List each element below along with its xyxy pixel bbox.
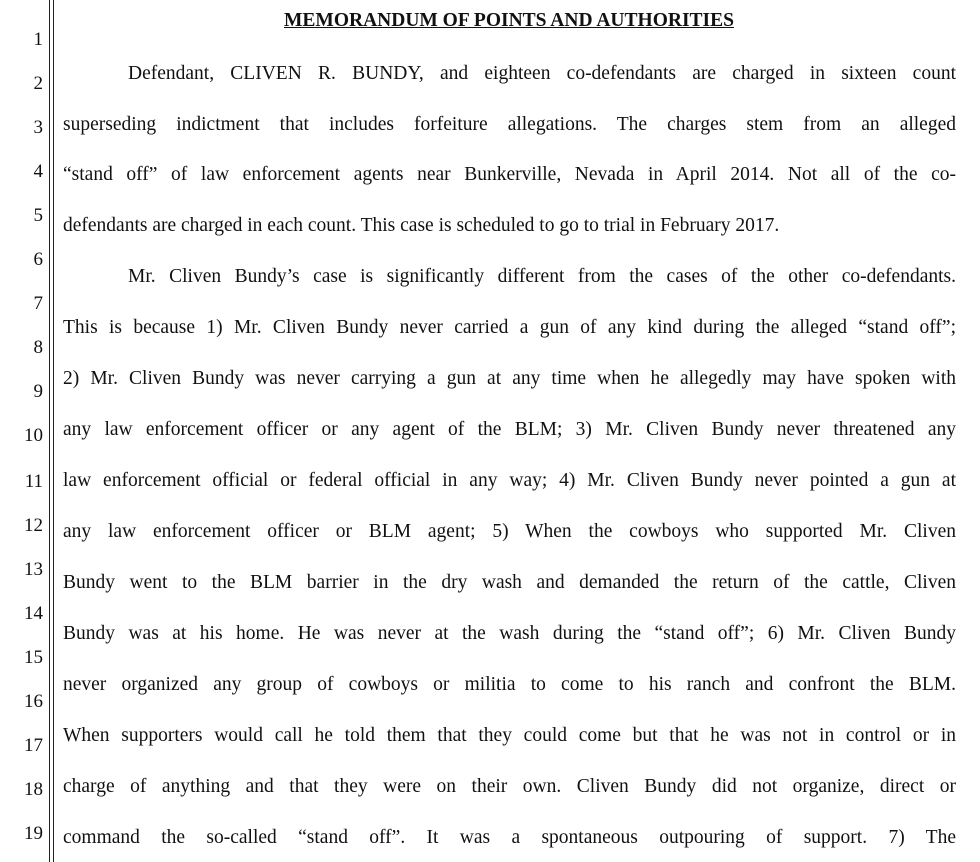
margin-rule-left [49, 0, 50, 862]
line-number: 12 [24, 515, 43, 536]
text-line: law enforcement official or federal official in any way; 4) Mr. Cliven Bundy never pointed a gun at [63, 470, 956, 491]
line-number: 6 [33, 249, 43, 270]
text-line: defendants are charged in each count. This case is scheduled to go to trial in February 2017. [63, 215, 780, 236]
line-number: 7 [33, 293, 43, 314]
line-number: 14 [24, 603, 43, 624]
line-number: 16 [24, 691, 43, 712]
text-line: Mr. Cliven Bundy’s case is significantly different from the cases of the other co-defendants. [128, 266, 956, 287]
line-number: 15 [24, 647, 43, 668]
text-line: Defendant, CLIVEN R. BUNDY, and eighteen co-defendants are charged in sixteen count [128, 63, 956, 84]
line-number: 2 [33, 73, 43, 94]
text-line: Bundy went to the BLM barrier in the dry wash and demanded the return of the cattle, Cliven [63, 572, 956, 593]
line-number: 18 [24, 779, 43, 800]
line-number: 3 [33, 117, 43, 138]
line-number: 13 [24, 559, 43, 580]
line-number: 11 [24, 471, 43, 492]
line-number: 8 [33, 337, 43, 358]
text-line: Bundy was at his home. He was never at the wash during the “stand off”; 6) Mr. Cliven Bundy [63, 623, 956, 644]
text-line: 2) Mr. Cliven Bundy was never carrying a gun at any time when he allegedly may have spoken with [63, 368, 956, 389]
text-line: any law enforcement officer or any agent of the BLM; 3) Mr. Cliven Bundy never threatened any [63, 419, 956, 440]
line-number: 17 [24, 735, 43, 756]
line-number: 5 [33, 205, 43, 226]
line-number: 19 [24, 823, 43, 844]
text-line: charge of anything and that they were on their own. Cliven Bundy did not organize, direct or [63, 776, 956, 797]
margin-rule-right [53, 0, 54, 862]
line-number: 4 [33, 161, 43, 182]
line-number: 10 [24, 425, 43, 446]
text-line: never organized any group of cowboys or militia to come to his ranch and confront the BLM. [63, 674, 956, 695]
document-title: MEMORANDUM OF POINTS AND AUTHORITIES [284, 10, 734, 31]
text-line: any law enforcement officer or BLM agent; 5) When the cowboys who supported Mr. Cliven [63, 521, 956, 542]
text-line: command the so-called “stand off”. It was a spontaneous outpouring of support. 7) The [63, 827, 956, 848]
line-number: 9 [33, 381, 43, 402]
text-line: This is because 1) Mr. Cliven Bundy never carried a gun of any kind during the alleged “stand off”; [63, 317, 956, 338]
text-line: When supporters would call he told them that they could come but that he was not in control or in [63, 725, 956, 746]
line-number-column [0, 0, 48, 862]
line-number: 1 [33, 29, 43, 50]
text-line: “stand off” of law enforcement agents near Bunkerville, Nevada in April 2014. Not all of the co- [63, 164, 956, 185]
text-line: superseding indictment that includes forfeiture allegations. The charges stem from an alleged [63, 114, 956, 135]
